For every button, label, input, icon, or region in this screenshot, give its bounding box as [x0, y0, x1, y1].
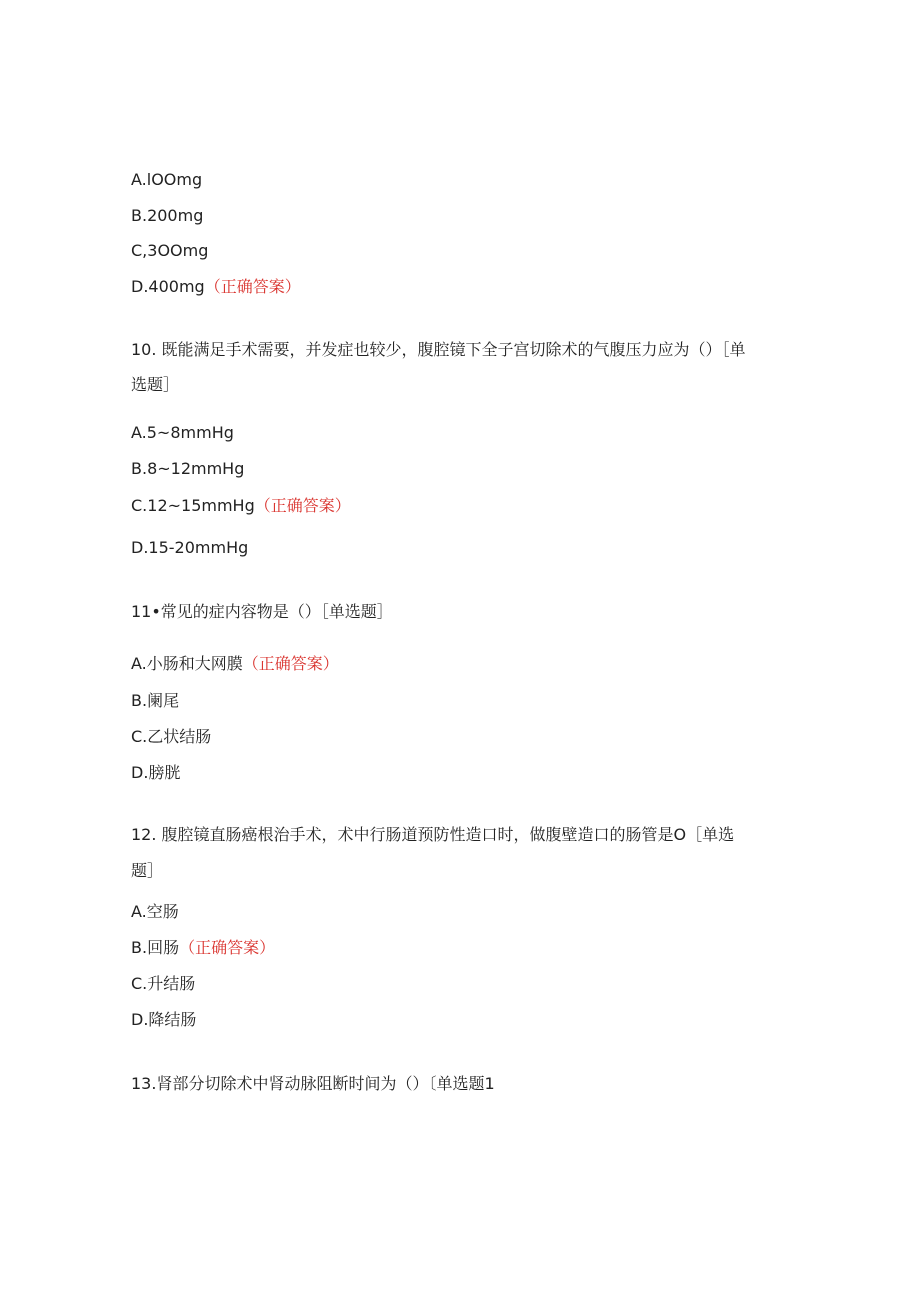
option-11c — [131, 727, 211, 747]
option-text: C.12~15mmHg — [131, 496, 255, 515]
question-number: 10. — [131, 340, 157, 359]
question-10-stem-line-1 — [131, 340, 746, 360]
question-stem: 腹腔镜直肠癌根治手术，术中行肠道预防性造口时，做腹壁造口的肠管是O［单选 — [161, 825, 735, 844]
option-text: B.回肠 — [131, 938, 180, 957]
option-text: D.15-20mmHg — [131, 538, 249, 557]
correct-answer-note: （正确答案） — [242, 654, 339, 673]
option-9c — [131, 241, 208, 261]
option-9b — [131, 206, 203, 226]
option-text: B.200mg — [131, 206, 204, 225]
option-11d — [131, 763, 180, 783]
option-12b — [131, 938, 275, 958]
option-text: C.升结肠 — [131, 974, 196, 993]
question-10-stem-line-2 — [131, 375, 179, 395]
option-12a — [131, 902, 179, 922]
option-11a — [131, 654, 339, 674]
option-10d — [131, 538, 248, 558]
option-text: A.空肠 — [131, 902, 179, 921]
question-13-stem — [131, 1074, 495, 1094]
question-stem: 题］ — [131, 861, 164, 880]
question-number: 13. — [131, 1074, 157, 1093]
option-12c — [131, 974, 195, 994]
question-number: 11• — [131, 602, 161, 621]
option-text: D.400mg — [131, 277, 205, 296]
option-text: A.小肠和大网膜 — [131, 654, 243, 673]
option-text: A.lOOmg — [131, 170, 203, 189]
option-10b — [131, 459, 244, 479]
option-9d — [131, 277, 301, 297]
option-text: C,3OOmg — [131, 241, 209, 260]
question-number: 12. — [131, 825, 157, 844]
option-9a — [131, 170, 202, 190]
question-stem: 选题］ — [131, 375, 180, 394]
option-11b — [131, 691, 179, 711]
option-text: B.8~12mmHg — [131, 459, 245, 478]
question-12-stem-line-1 — [131, 825, 734, 845]
correct-answer-note: （正确答案） — [204, 277, 301, 296]
option-text: A.5~8mmHg — [131, 423, 234, 442]
correct-answer-note: （正确答案） — [254, 496, 351, 515]
option-text: B.阑尾 — [131, 691, 180, 710]
option-text: C.乙状结肠 — [131, 727, 212, 746]
question-stem: 肾部分切除术中肾动脉阻断时间为（）〔单选题1 — [156, 1074, 495, 1093]
question-stem: 既能满足手术需要，并发症也较少，腹腔镜下全子宫切除术的气腹压力应为（）［单 — [161, 340, 746, 359]
option-12d — [131, 1010, 196, 1030]
option-text: D.降结肠 — [131, 1010, 197, 1029]
option-10a — [131, 423, 234, 443]
option-10c — [131, 496, 351, 516]
option-text: D.膀胱 — [131, 763, 181, 782]
question-stem: 常见的症内容物是（）［单选题］ — [160, 602, 393, 621]
question-11-stem — [131, 602, 393, 622]
question-12-stem-line-2 — [131, 861, 163, 881]
correct-answer-note: （正确答案） — [179, 938, 276, 957]
